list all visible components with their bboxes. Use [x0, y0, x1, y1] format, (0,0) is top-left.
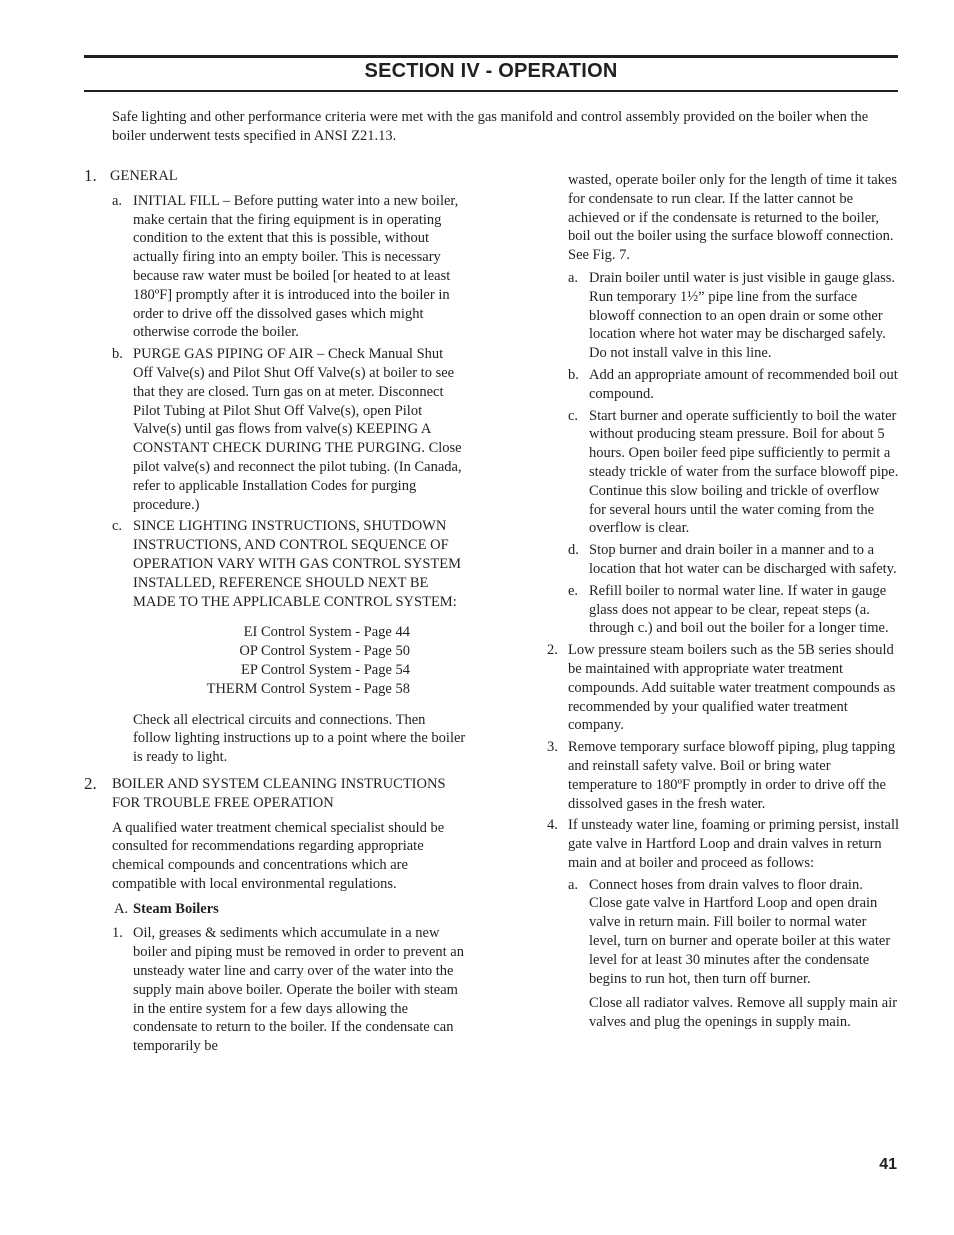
left-column: [84, 167, 466, 1056]
step-a-label: a.: [568, 269, 579, 286]
step-c-text: Start burner and operate sufficiently to boil the water without producing steam pressure. Boil for about 5 hours. Open boiler feed pipe sufficiently to permit a steady trickle of water from the surface blowoff pipe. Continue this slow boiling and trickle of overflow for several hours until the water coming from the overflow is clear.: [589, 407, 899, 537]
item-4a-connect-hoses: [547, 876, 899, 1032]
item-1-label: 1.: [112, 925, 123, 942]
item-a-label: a.: [112, 192, 123, 209]
boilout-step-e: [547, 582, 899, 638]
boilout-step-a: [547, 269, 899, 363]
subsection-a-title: Steam Boilers: [133, 900, 219, 917]
item-oil-greases: [84, 924, 466, 1056]
step-d-label: d.: [568, 542, 579, 559]
step-e-text: Refill boiler to normal water line. If water in gauge glass does not appear to be clear, repeat steps (a. through c.) and boil out the boiler for a longer time.: [589, 582, 889, 637]
intro-paragraph: Safe lighting and other performance criteria were met with the gas manifold and control assembly provided on the boiler when the boiler underwent tests specified in ANSI Z21.13.: [112, 109, 869, 144]
step-e-label: e.: [568, 582, 579, 599]
page-number: 41: [879, 1156, 897, 1173]
steam-boilers-heading: [84, 900, 466, 919]
item-4-label: 4.: [547, 817, 558, 834]
control-system-list: [84, 623, 410, 698]
item-initial-fill: [84, 192, 466, 342]
item-2-label: 2.: [547, 642, 558, 659]
item-3-text: Remove temporary surface blowoff piping, plug tapping and reinstall safety valve. Boil or bring water temperature to 180ºF promptly in order to drive off the dissolved gases in the fresh water.: [568, 739, 896, 812]
section-2-heading: BOILER AND SYSTEM CLEANING INSTRUCTIONS FOR TROUBLE FREE OPERATION: [112, 775, 446, 811]
water-treatment-paragraph: A qualified water treatment chemical specialist should be consulted for recommendations regarding appropriate chemical compounds and concentrations which are compatible with local environmental regulations.: [112, 819, 445, 892]
general-heading: [84, 167, 466, 186]
title-underline-rule: [84, 90, 898, 92]
cleaning-heading: [84, 775, 466, 813]
right-column: [547, 171, 899, 1032]
boilout-step-c: [547, 407, 899, 539]
item-4a-text-2: Close all radiator valves. Remove all supply main air valves and plug the openings in supply main.: [589, 995, 898, 1031]
control-system-item: EI Control System - Page 44: [243, 624, 410, 641]
control-system-item: EP Control System - Page 54: [240, 661, 410, 678]
section-2-number: 2.: [84, 773, 97, 793]
item-b-label: b.: [112, 346, 123, 363]
item-3-label: 3.: [547, 739, 558, 756]
item-control-reference: [84, 517, 466, 611]
check-circuits-text: Check all electrical circuits and connections. Then follow lighting instructions up to a point where the boiler is ready to light.: [133, 711, 466, 766]
control-system-item: OP Control System - Page 50: [239, 643, 410, 660]
item-a-text: INITIAL FILL – Before putting water into a new boiler, make certain that the firing equipment is in operating condition to the extent that this is possible, without actually firing into an empty boiler. This is necessary because raw water must be boiled [or heated to at least 180ºF] promptly after it is introduced into the boiler in order to drive off the dissolved gases which might otherwise corrode the boiler.: [133, 192, 459, 341]
item-4a-text: Connect hoses from drain valves to floor drain. Close gate valve in Hartford Loop and open drain valve in return main. Fill boiler to normal water level, turn on burner and operate boiler at this water level for at least 30 minutes after the condensate begins to run hot, then turn off burner.: [589, 876, 891, 987]
section-1-heading: GENERAL: [110, 168, 178, 184]
item-4-text: If unsteady water line, foaming or priming persist, install gate valve in Hartford Loop and drain valves in return main and at boiler and proceed as follows:: [568, 817, 900, 871]
control-system-item: THERM Control System - Page 58: [206, 680, 410, 697]
item-c-label: c.: [112, 518, 123, 535]
step-b-label: b.: [568, 366, 579, 383]
section-1-number: 1.: [84, 166, 97, 185]
item-purge-gas: [84, 345, 466, 514]
boilout-step-d: [547, 541, 899, 579]
item-2-low-pressure: [547, 641, 899, 735]
item-1-text: Oil, greases & sediments which accumulate in a new boiler and piping must be removed in order to prevent an unsteady water line and carry over of the water into the supply main above boiler. Operate the boiler with steam in the entire system for a few days allowing the condensate to return to the boiler. If the condensate can temporarily be: [133, 925, 464, 1055]
continued-text: wasted, operate boiler only for the length of time it takes for condensate to run clear. If the latter cannot be achieved or if the condensate is returned to the boiler, boil out the boiler using the surface blowoff connection. See Fig. 7.: [568, 172, 897, 264]
item-4-unsteady: [547, 816, 899, 872]
item-c-text: SINCE LIGHTING INSTRUCTIONS, SHUTDOWN INSTRUCTIONS, AND CONTROL SEQUENCE OF OPERATION VARY WITH GAS CONTROL SYSTEM INSTALLED, REFERENCE SHOULD NEXT BE MADE TO THE APPLICABLE CONTROL SYSTEM:: [133, 518, 462, 610]
item-2-text: Low pressure steam boilers such as the 5B series should be maintained with appropriate water treatment compounds. Add suitable water treatment compounds as recommended by your qualified water treatment company.: [568, 642, 896, 734]
step-c-label: c.: [568, 407, 579, 424]
item-3-remove-piping: [547, 738, 899, 813]
step-b-text: Add an appropriate amount of recommended boil out compound.: [589, 366, 898, 402]
item-4a-label: a.: [568, 876, 579, 893]
step-a-text: Drain boiler until water is just visible in gauge glass. Run temporary 1½” pipe line from the surface blowoff connection to an open drain or some other location where hot water may be discharged safely. Do not install valve in this line.: [589, 269, 896, 362]
item-b-text: PURGE GAS PIPING OF AIR – Check Manual Shut Off Valve(s) and Pilot Shut Off Valve(s) at boiler to see that they are closed. Turn gas on at meter. Disconnect Pilot Tubing at Pilot Shut Off Valve(s), open Pilot Valve(s) until gas flows from valve(s) KEEPING A CONSTANT CHECK DURING THE PURGING. Close pilot valve(s) and reconnect the pilot tubing. (In Canada, refer to applicable Installation Codes for purging procedure.): [133, 346, 462, 513]
step-d-text: Stop burner and drain boiler in a manner and to a location that hot water can be discharged with safety.: [589, 542, 897, 577]
boilout-step-b: [547, 366, 899, 404]
section-title: SECTION IV - OPERATION: [364, 60, 618, 82]
subsection-a-label: A.: [114, 900, 129, 917]
